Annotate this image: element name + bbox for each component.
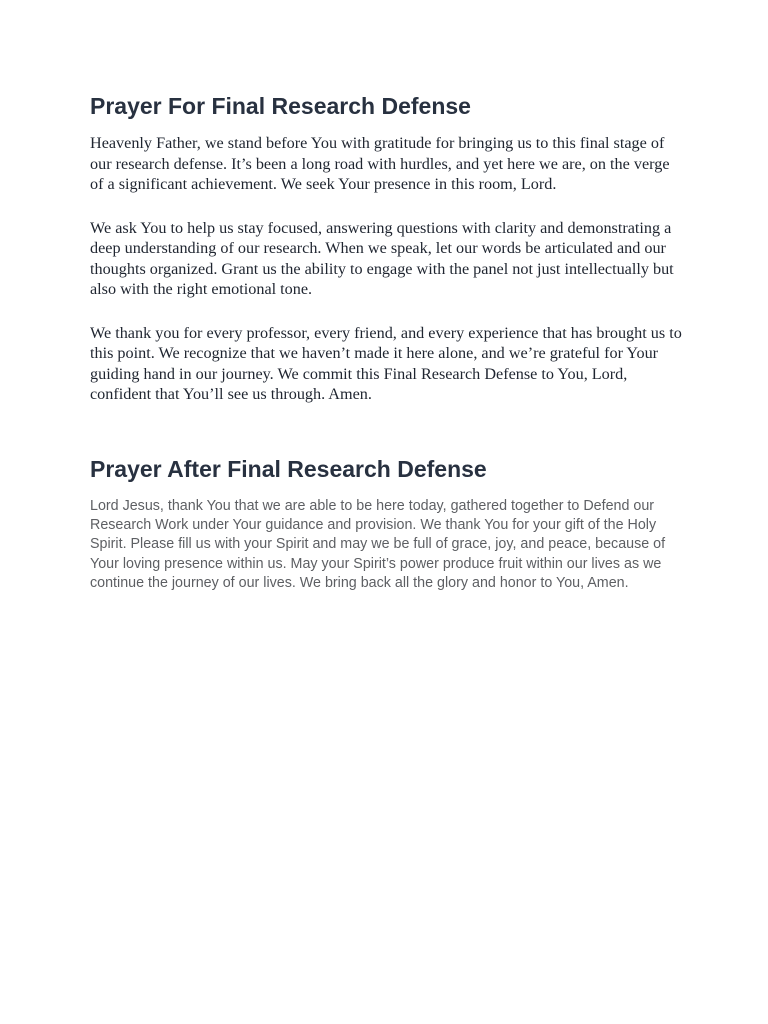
section-heading-after-defense: Prayer After Final Research Defense bbox=[90, 455, 487, 482]
prayer-paragraph: We ask You to help us stay focused, answering questions with clarity and demonstrating a deep understanding of our research. When we speak, let our words be articulated and our thoughts organized. Grant us the ability to engage with the panel not just intellectually but also with the right emotional tone. bbox=[90, 218, 674, 298]
document-page bbox=[90, 92, 682, 594]
prayer-paragraph: Lord Jesus, thank You that we are able to be here today, gathered together to Defend our Research Work under Your guidance and provision. We thank You for your gift of the Holy Spirit. Please fill us with your Spirit and may we be full of grace, joy, and peace, because of Your loving presence within us. May your Spirit’s power produce fruit within our lives as we continue the journey of our lives. We bring back all the glory and honor to You, Amen. bbox=[90, 497, 666, 592]
section-heading-before-defense: Prayer For Final Research Defense bbox=[90, 93, 471, 119]
prayer-paragraph: We thank you for every professor, every friend, and every experience that has brought us to this point. We recognize that we haven’t made it here alone, and we’re grateful for Your guiding hand in our journey. We commit this Final Research Defense to You, Lord, confident that You’ll see us through. Amen. bbox=[90, 323, 682, 403]
prayer-paragraph: Heavenly Father, we stand before You with gratitude for bringing us to this final stage of our research defense. It’s been a long road with hurdles, and yet here we are, on the verge of a significant achievement. We seek Your presence in this room, Lord. bbox=[90, 134, 670, 193]
